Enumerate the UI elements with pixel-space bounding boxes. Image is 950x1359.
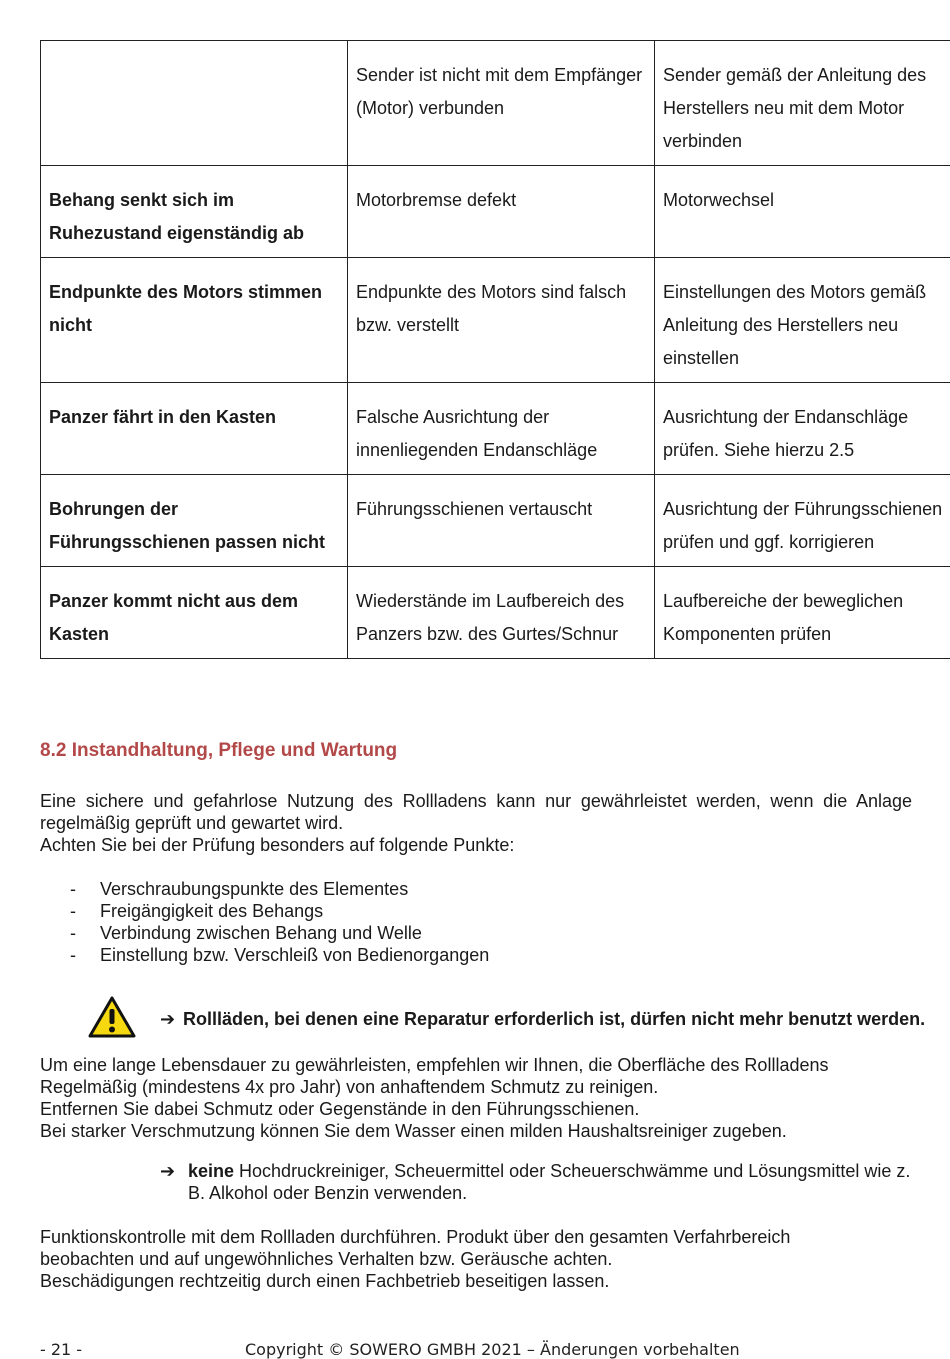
troubleshooting-table [40,40,950,659]
table-cell-cause: Sender ist nicht mit dem Empfänger (Motor) verbunden [348,41,655,166]
copyright-notice: Copyright © SOWERO GMBH 2021 – Änderungen vorbehalten [245,1340,740,1359]
table-cell-cause: Motorbremse defekt [348,166,655,258]
page-number: - 21 - [40,1340,83,1359]
warning-triangle-icon [88,996,136,1043]
table-row [41,166,950,258]
care-line-4: Bei starker Verschmutzung können Sie dem Wasser einen milden Haushaltsreiniger zugeben. [40,1121,787,1141]
list-item [40,944,489,966]
list-item-text: Verschraubungspunkte des Elementes [100,879,409,899]
intro-paragraph: Eine sichere und gefahrlose Nutzung des Rollladens kann nur gewährleistet werden, wenn die Anlage regelmäßig geprüft und gewartet wird. [40,791,912,833]
list-item-text: Verbindung zwischen Behang und Welle [100,923,422,943]
arrow-right-icon: ➔ [160,1009,176,1029]
list-dash: - [70,945,76,965]
table-row [41,383,950,475]
list-dash: - [70,879,76,899]
warning-text: Rollläden, bei denen eine Reparatur erforderlich ist, dürfen nicht mehr benutzt werden. [183,1009,926,1029]
table-cell-problem: Panzer kommt nicht aus dem Kasten [41,567,348,659]
table-cell-problem: Behang senkt sich im Ruhezustand eigenständig ab [41,166,348,258]
table-cell-fix: Einstellungen des Motors gemäß Anleitung des Herstellers neu einstellen [655,258,950,383]
list-item-text: Einstellung bzw. Verschleiß von Bedienorgangen [100,945,490,965]
final-line-2: beobachten und auf ungewöhnliches Verhalten bzw. Geräusche achten. [40,1249,613,1269]
table-cell-problem [41,41,348,166]
table-cell-fix: Ausrichtung der Führungsschienen prüfen und ggf. korrigieren [655,475,950,567]
final-line-3: Beschädigungen rechtzeitig durch einen Fachbetrieb beseitigen lassen. [40,1271,610,1291]
table-row [41,258,950,383]
note-emphasis: keine [188,1161,235,1181]
table-cell-problem: Endpunkte des Motors stimmen nicht [41,258,348,383]
cleaning-note [160,1160,912,1204]
intro-instruction: Achten Sie bei der Prüfung besonders auf folgende Punkte: [40,835,515,855]
table-cell-cause: Führungsschienen vertauscht [348,475,655,567]
table-cell-fix: Laufbereiche der beweglichen Komponenten prüfen [655,567,950,659]
warning-text-line [160,1009,925,1030]
cleaning-note-text [160,1160,912,1204]
list-item [40,900,489,922]
table-cell-fix: Sender gemäß der Anleitung des Herstellers neu mit dem Motor verbinden [655,41,950,166]
note-rest: Hochdruckreiniger, Scheuermittel oder Scheuerschwämme und Lösungsmittel wie z. B. Alkohol oder Benzin verwenden. [188,1161,911,1203]
care-line-3: Entfernen Sie dabei Schmutz oder Gegenstände in den Führungsschienen. [40,1099,640,1119]
list-item-text: Freigängigkeit des Behangs [100,901,324,921]
final-line-1: Funktionskontrolle mit dem Rollladen durchführen. Produkt über den gesamten Verfahrbereich [40,1227,791,1247]
list-item [40,878,489,900]
table-cell-problem: Bohrungen der Führungsschienen passen nicht [41,475,348,567]
table-cell-cause: Falsche Ausrichtung der innenliegenden Endanschläge [348,383,655,475]
table-cell-problem: Panzer fährt in den Kasten [41,383,348,475]
table-row [41,475,950,567]
table-row [41,41,950,166]
table-cell-cause: Endpunkte des Motors sind falsch bzw. verstellt [348,258,655,383]
care-line-1: Um eine lange Lebensdauer zu gewährleisten, empfehlen wir Ihnen, die Oberfläche des Rollladens [40,1055,829,1075]
table-cell-fix: Motorwechsel [655,166,950,258]
checkpoint-list [40,878,489,966]
arrow-right-icon: ➔ [160,1161,176,1181]
table-cell-cause: Wiederstände im Laufbereich des Panzers bzw. des Gurtes/Schnur [348,567,655,659]
section-heading: 8.2 Instandhaltung, Pflege und Wartung [40,740,398,761]
list-dash: - [70,901,76,921]
troubleshooting-table-wrapper [40,40,943,659]
table-row [41,567,950,659]
list-item [40,922,489,944]
list-dash: - [70,923,76,943]
warning-callout [88,996,926,1040]
care-line-2: Regelmäßig (mindestens 4x pro Jahr) von anhaftendem Schmutz zu reinigen. [40,1077,659,1097]
table-cell-fix: Ausrichtung der Endanschläge prüfen. Siehe hierzu 2.5 [655,383,950,475]
